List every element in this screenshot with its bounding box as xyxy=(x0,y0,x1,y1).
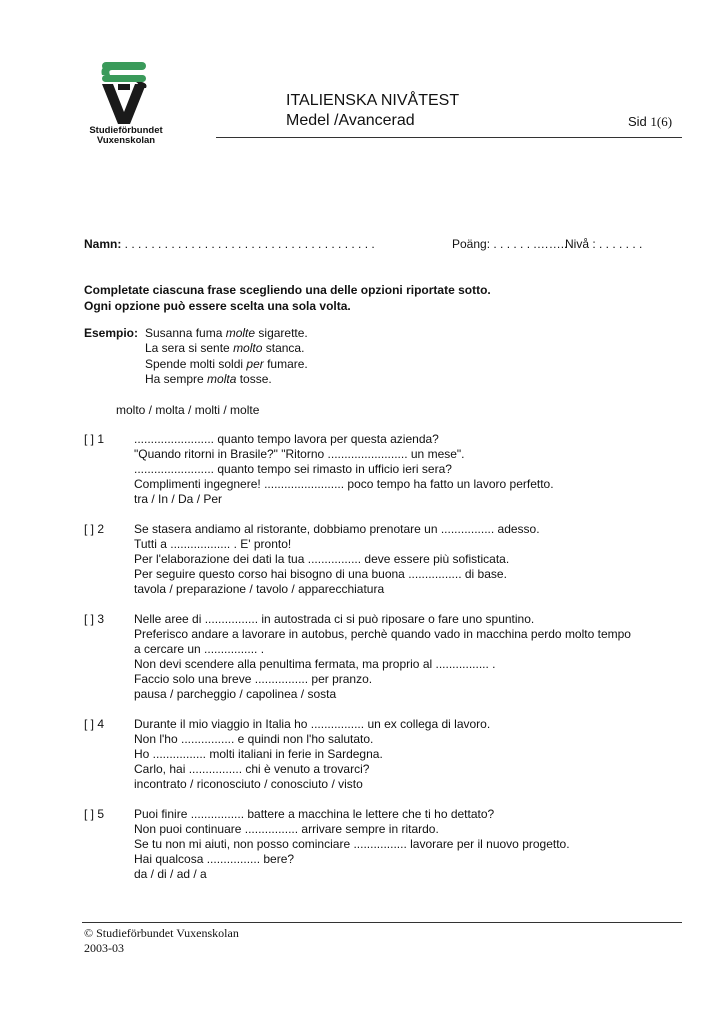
answer-box[interactable]: [ ] 1 xyxy=(84,432,105,446)
footer-copyright: © Studieförbundet Vuxenskolan xyxy=(84,926,239,940)
question-line: Tutti a .................. . E' pronto! xyxy=(134,537,292,551)
example-line: Spende molti soldi per fumare. xyxy=(145,356,308,371)
question-line: Non puoi continuare ................ arrivare sempre in ritardo. xyxy=(134,822,439,836)
sv-logo-mark-icon xyxy=(96,62,152,124)
answer-box[interactable]: [ ] 5 xyxy=(84,807,105,821)
name-score-line xyxy=(84,237,684,251)
example-options: molto / molta / molti / molte xyxy=(116,403,260,417)
question-line: Per l'elaborazione dei dati la tua ................ deve essere più sofisticata. xyxy=(134,552,510,566)
question-line: "Quando ritorni in Brasile?" "Ritorno ........................ un mese". xyxy=(134,447,465,461)
question-line: Se tu non mi aiuti, non posso cominciare ................ lavorare per il nuovo progetto. xyxy=(134,837,570,851)
question-item xyxy=(84,612,684,702)
question-item xyxy=(84,717,684,792)
question-line: Hai qualcosa ................ bere? xyxy=(134,852,295,866)
question-line: Non l'ho ................ e quindi non l'ho salutato. xyxy=(134,732,374,746)
question-line: Ho ................ molti italiani in ferie in Sardegna. xyxy=(134,747,383,761)
example-line: La sera si sente molto stanca. xyxy=(145,341,305,356)
question-line: Durante il mio viaggio in Italia ho ................ un ex collega di lavoro. xyxy=(134,717,491,731)
example-sentences xyxy=(145,326,308,387)
question-line: Complimenti ingegnere! ........................ poco tempo ha fatto un lavoro perfetto. xyxy=(134,477,554,491)
question-line: Nelle aree di ................ in autostrada ci si può riposare o fare uno spuntino. xyxy=(134,612,535,626)
logo xyxy=(80,62,170,152)
answer-box[interactable]: [ ] 4 xyxy=(84,717,105,731)
name-dots: . . . . . . . . . . . . . . . . . . . . . . . . . . . . . . . . . . . . . . xyxy=(121,237,375,251)
footer-divider xyxy=(82,922,682,923)
question-line: Puoi finire ................ battere a macchina le lettere che ti ho dettato? xyxy=(134,807,495,821)
instructions xyxy=(84,282,491,314)
question-line: Per seguire questo corso hai bisogno di una buona ................ di base. xyxy=(134,567,507,581)
question-line: Se stasera andiamo al ristorante, dobbiamo prenotare un ................ adesso. xyxy=(134,522,540,536)
question-line: Carlo, hai ................ chi è venuto a trovarci? xyxy=(134,762,370,776)
name-label: Namn: xyxy=(84,237,122,251)
question-line: a cercare un ................ . xyxy=(134,642,265,656)
document-title: ITALIENSKA NIVÅTEST xyxy=(286,92,460,109)
question-line: Preferisco andare a lavorare in autobus, perchè quando vado in macchina perdo molto tempo xyxy=(134,627,631,641)
page-indicator xyxy=(628,114,672,130)
document-subtitle: Medel /Avancerad xyxy=(286,112,415,129)
question-options: incontrato / riconosciuto / conosciuto / visto xyxy=(134,777,363,791)
logo-text-line2: Vuxenskolan xyxy=(96,135,156,146)
answer-box[interactable]: [ ] 3 xyxy=(84,612,105,626)
page-number: 1(6) xyxy=(650,114,673,129)
answer-box[interactable]: [ ] 2 xyxy=(84,522,105,536)
question-item xyxy=(84,807,684,882)
question-line: ........................ quanto tempo lavora per questa azienda? xyxy=(134,432,439,446)
question-options: pausa / parcheggio / capolinea / sosta xyxy=(134,687,337,701)
question-options: tavola / preparazione / tavolo / apparecchiatura xyxy=(134,582,385,596)
level-field: Nivå : . . . . . . . xyxy=(565,237,643,251)
question-line: Faccio solo una breve ................ per pranzo. xyxy=(134,672,373,686)
instructions-line1: Completate ciascuna frase scegliendo una delle opzioni riportate sotto. xyxy=(84,283,491,297)
footer-date: 2003-03 xyxy=(84,941,124,955)
question-options: tra / In / Da / Per xyxy=(134,492,223,506)
instructions-line2: Ogni opzione può essere scelta una sola volta. xyxy=(84,299,351,313)
example-line: Susanna fuma molte sigarette. xyxy=(145,326,308,340)
question-item xyxy=(84,522,684,597)
example-line: Ha sempre molta tosse. xyxy=(145,371,272,386)
example-label: Esempio: xyxy=(84,326,139,340)
page-label: Sid xyxy=(628,114,647,129)
question-line: Non devi scendere alla penultima fermata, ma proprio al ................ . xyxy=(134,657,496,671)
header-divider xyxy=(216,137,682,138)
question-item xyxy=(84,432,684,507)
score-field: Poäng: . . . . . . .…….. xyxy=(452,237,568,251)
question-line: ........................ quanto tempo sei rimasto in ufficio ieri sera? xyxy=(134,462,452,476)
question-options: da / di / ad / a xyxy=(134,867,207,881)
logo-text-line1: Studieförbundet xyxy=(89,125,163,136)
